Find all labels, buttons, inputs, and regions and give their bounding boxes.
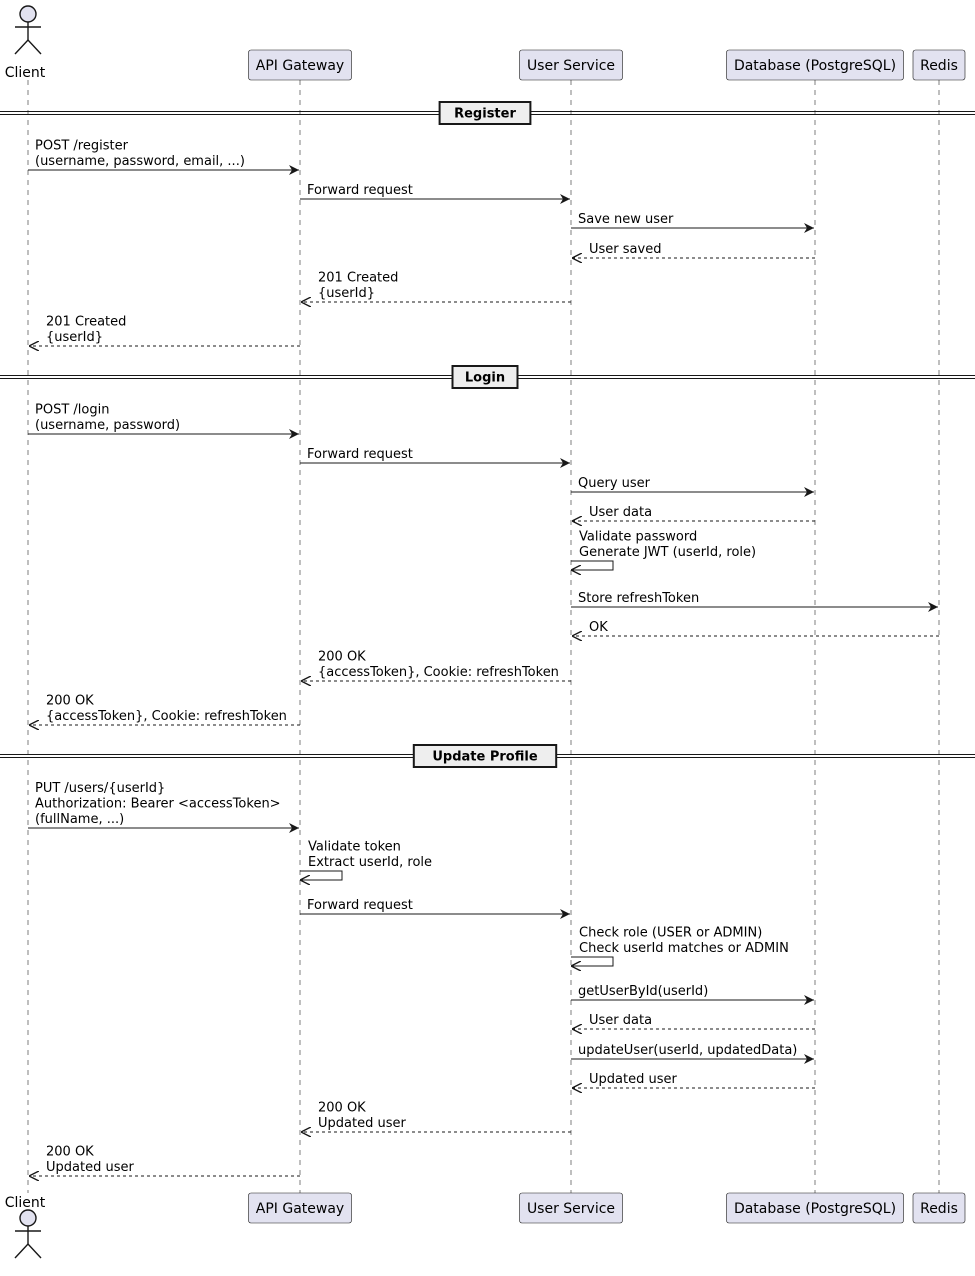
- message-label: Extract userId, role: [308, 855, 433, 870]
- message-label: (username, password, email, ...): [35, 154, 245, 169]
- message-post-register: [28, 139, 299, 171]
- section-title: Register: [454, 106, 516, 122]
- participant-database-bottom: [727, 1193, 904, 1223]
- message-200-ok: [29, 1145, 300, 1177]
- message-label: Check userId matches or ADMIN: [579, 941, 789, 956]
- section-title: Login: [464, 370, 506, 386]
- message-user-data: [572, 505, 815, 521]
- participant-label: API Gateway: [255, 1201, 345, 1217]
- message-label: getUserById(userId): [578, 984, 709, 999]
- participant-redis-top: [913, 50, 965, 80]
- message-forward-request: [300, 447, 570, 463]
- message-post-login: [28, 403, 299, 435]
- message-forward-request: [300, 183, 570, 199]
- message-label: Validate token: [308, 839, 401, 855]
- participant-user-service-bottom: [520, 1193, 623, 1223]
- message-201-created: [301, 271, 571, 303]
- message-label: POST /register: [35, 138, 128, 154]
- participant-label: Redis: [920, 1201, 958, 1217]
- message-200-ok: [29, 694, 300, 726]
- message-label: Updated user: [46, 1160, 134, 1175]
- section-title: Update Profile: [432, 749, 538, 765]
- message-label: Updated user: [318, 1116, 406, 1131]
- message-label: 200 OK: [46, 693, 94, 709]
- message-label: Store refreshToken: [578, 591, 700, 606]
- message-label: 201 Created: [46, 314, 127, 330]
- message-label: 200 OK: [46, 1144, 94, 1160]
- message-200-ok: [301, 1101, 571, 1133]
- participant-label: User Service: [526, 58, 616, 74]
- section-update-profile: [0, 745, 975, 767]
- participant-label: Database (PostgreSQL): [733, 58, 897, 74]
- participant-database-top: [727, 50, 904, 80]
- actor-head-icon: [20, 6, 36, 22]
- message-label: 201 Created: [318, 270, 399, 286]
- actor-client-top: [5, 6, 46, 81]
- message-label: Save new user: [578, 212, 674, 227]
- message-label: updateUser(userId, updatedData): [578, 1043, 798, 1058]
- participant-label: User Service: [526, 1201, 616, 1217]
- message-label: Updated user: [589, 1072, 677, 1087]
- message-label: PUT /users/{userId}: [35, 781, 166, 796]
- participant-label: Database (PostgreSQL): [733, 1201, 897, 1217]
- actor-legs-icon: [15, 1244, 41, 1258]
- message-check-role-user-or-admin: [571, 926, 789, 967]
- message-updateuser-userid-updateddata: [571, 1043, 814, 1059]
- message-label: User data: [589, 1013, 653, 1028]
- message-label: User saved: [589, 242, 662, 257]
- message-label: POST /login: [35, 402, 110, 418]
- message-label: (username, password): [35, 418, 181, 433]
- message-forward-request: [300, 898, 570, 914]
- message-label: OK: [589, 620, 608, 635]
- participant-redis-bottom: [913, 1193, 965, 1223]
- message-label: Query user: [578, 476, 650, 491]
- section-login: [0, 366, 975, 388]
- message-save-new-user: [571, 212, 814, 228]
- message-label: {accessToken}, Cookie: refreshToken: [318, 665, 559, 680]
- participant-label: Client: [4, 1195, 46, 1211]
- message-query-user: [571, 476, 814, 492]
- message-ok: [572, 620, 939, 636]
- message-label: {userId}: [318, 286, 375, 301]
- actor-client-bottom: [5, 1195, 46, 1258]
- message-user-saved: [572, 242, 815, 258]
- message-store-refreshtoken: [571, 591, 938, 607]
- message-label: {userId}: [46, 330, 103, 345]
- message-200-ok: [301, 650, 571, 682]
- participant-user-service-top: [520, 50, 623, 80]
- message-label: 200 OK: [318, 649, 366, 665]
- actor-legs-icon: [15, 40, 41, 54]
- message-label: Forward request: [307, 183, 413, 198]
- self-message-arrow: [571, 957, 613, 966]
- message-validate-password: [571, 530, 756, 571]
- message-getuserbyid-userid: [571, 984, 814, 1000]
- message-label: User data: [589, 505, 653, 520]
- participant-gateway-top: [249, 50, 352, 80]
- message-label: {accessToken}, Cookie: refreshToken: [46, 709, 287, 724]
- message-user-data: [572, 1013, 815, 1029]
- message-label: Check role (USER or ADMIN): [579, 925, 763, 941]
- message-label: Generate JWT (userId, role): [579, 545, 757, 560]
- message-updated-user: [572, 1072, 815, 1088]
- message-label: Forward request: [307, 898, 413, 913]
- message-put-users-userid: [28, 781, 299, 828]
- message-label: Validate password: [579, 529, 698, 545]
- message-label: (fullName, ...): [35, 812, 125, 827]
- message-label: Authorization: Bearer <accessToken>: [35, 796, 281, 812]
- message-label: Forward request: [307, 447, 413, 462]
- message-label: 200 OK: [318, 1100, 366, 1116]
- message-validate-token: [300, 840, 432, 881]
- participant-label: Client: [4, 65, 46, 81]
- self-message-arrow: [300, 871, 342, 880]
- message-201-created: [29, 315, 300, 347]
- section-register: [0, 102, 975, 124]
- participant-label: Redis: [920, 58, 958, 74]
- participant-label: API Gateway: [255, 58, 345, 74]
- participant-gateway-bottom: [249, 1193, 352, 1223]
- actor-head-icon: [20, 1210, 36, 1226]
- self-message-arrow: [571, 561, 613, 570]
